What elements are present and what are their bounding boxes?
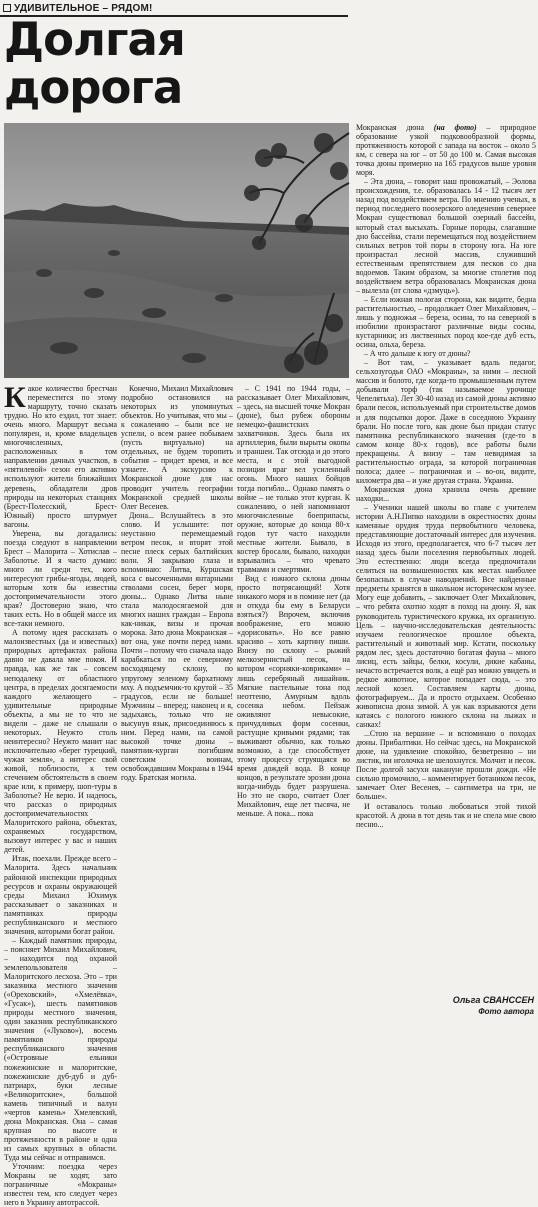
rubric-label: УДИВИТЕЛЬНОЕ – РЯДОМ! [14, 2, 153, 14]
paragraph: – Вот там, – указывает вдаль педагог, сельхозугодья ОАО «Мокраны», за ними – лесной массив и болото, где когда-то промышленным путем добывали торф (так называемое урочище Чепелятьха). Лет 30-40 назад из самой дюны активно брали песок, используемый при строительстве домов и для подсыпки дорог. Даже в соседнюю Украину брали. Но после того, как дюне был придан статус памятника республиканского значения (где-то в самом конце 80-х годов), все работы были прекращены. А внизу – там невидимая за растительностью ограда, за которой пограничная полоса; далее – пограничная и – во-он, видите, километра два – и уже другая страна. Украина. [356, 358, 536, 485]
paragraph: А потому идея рассказать о малоизвестных (да и известных) природных артефактах района давно не давала мне покоя. И правда, как же так – совсем неподалеку от областного центра, в пределах досягаемости каждого желающего – удивительные природные объекты, а мы не то что не видели – даже не слышали о некоторых. Неужто столь неинтересно? Неужто манит нас исключительно «берег турецкий, чужая земля», а интерес свой живой, поблизости, к тем стечением обстоятельств в своем крае или, к примеру, шоп-туры в Заболотье? Не верю. И надеюсь, что рассказ о природных достопримечательностях Малоритского района, объектах, охраняемых государством, вызовут интерес у вас и наших детей. [4, 628, 117, 855]
author-name: Ольга СВАНССЕН [452, 995, 534, 1005]
caption-tag: (на фото) [433, 123, 477, 132]
paragraph: – Если южная пологая сторона, как видите, бедна растительностью, – продолжает Олег Михайлович, – лишь у подножья – береза, осина, то на северной в изобилии произрастают различные виды сосны, кустарники; из лиственных пород кое-где дуб есть, осина, ольха, береза. [356, 294, 536, 350]
headline-line-1: Долгая дорога [4, 13, 185, 114]
paragraph: – Каждый памятник природы, – поясняет Михаил Михайлович, – находится под охраной землепользователя – Малоритского лесхоза. Это – три заказника местного значения («Ореховский», «Хмелёвка», «Гусак»), шесть памятников природы местного значения, один заказник республиканского значения («Луково»), восемь памятников природы республиканского значения («Островные ельники пожежинские и малоритские, пожежинские дуб-дуб и дуб-патриарх, буки лесные «Великоритские», большой камень типичный и валун «чертов камень» Хмелевский, дюна Мокранская. Она – самая крупная по высоте и протяженности в районе и одна из самых крупных в области. Туда мы сейчас и отправимся. [4, 935, 117, 1162]
paragraph [4, 381, 117, 529]
photo-caption [356, 123, 536, 177]
paragraph: – Эта дюна, – говорит наш провожатый, – Эолова происхождения, т.е. образовалась 14 - 12 тысяч лет назад под воздействием ветра. По мнению ученых, в период последнего поозерского оледенения севернее Мокран существовал большой озерный бассейн, который стал высыхать. Горные породы, слагавшие дно бассейна, стали перемещаться под воздействием сильных ветров той поры в сторону юга. На юге произрастал лесной массив, служивший естественным препятствием для песков со дна водоемов. Таким образом, за многие столетия под воздействием ветра образовалась Мокранская дюна – вылезла (от слова «дзмуць»). [356, 177, 536, 295]
paragraph: – А что дальше к югу от дюны? [364, 349, 471, 359]
paragraph: Дюна... Вслушайтесь в это слово. И услышите: пот неустанно перемещаемый ветром песок, и вторят этой песне плеск серых балтийских волн. Я закрываю глаза и вспоминаю: Литва, Куршская коса с высоченными янтарными стволами сосен, берег моря, дюны... Однако Литва ныне стала малодосягаемой для многих наших граждан – Европа как-никак, визы и прочая морока. Зато дюна Мокранская – вот она, уже почти перед нами. Почти – потому что сначала надо карабкаться по ее северному восходящему склону, по упругому зеленому бархатному мху. А подъемчик-то крутой – 35 градусов, если не больше! Мужчины – вперед; наконец и я, задыхаясь, только что не высунув язык, присоединяюсь к ним. Перед нами, на самой высокой точке дюны – памятник-курган погибшим советским воинам, освобождавшим Мокраны в 1944 году. Братская могила. [121, 510, 234, 783]
dune-photo [4, 123, 349, 378]
paragraph: И оставалось только любоваться этой тихой красотой. А дюна в тот день так и не спела мне свою песню... [356, 801, 536, 829]
paragraph: – С 1941 по 1944 годы, – рассказывает Олег Михайлович, – здесь, на высшей точке Мокран (дюне), был рубеж обороны немецко-фашистских захватчиков. Здесь была их артиллерия, были вырыты окопы и траншеи. Так отсюда и до этого места, и с этой выгодной позиции враг вел усиленный огонь. Много наших бойцов тогда погибло... Однако память о войне – не только этот курган. К сожалению, о ней напоминают многочисленные боеприпасы, оружие, которые до конца 80-х годов тут часто находили местные жители. Бывало, в костер бросали, бывало, находки взрывались – что чревато травмами и смертями. [237, 384, 350, 574]
caption-text: – природное образование узкой подковообразной формы, протяженность которой с запада на восток – около 5 км, с севера на юг – от 50 до 100 м. Самая высокая точка дюны примерно на 165 градусов выше уровня моря. [356, 123, 536, 178]
paragraph: Конечно, Михаил Михайлович подробно остановился на некоторых из упомянутых объектов. Но учитывая, что мы – к сожалению – были все не успели, о всем ранее побываем (пусть виртуально) на отдельных, не будем торопить события – придет время, и все узнаете. А экскурсию к Мокранской дюне для нас проводит учитель географии Мокранской средней школы Олег Весенев. [121, 384, 233, 511]
paragraph: Уточним: поездка через Мокраны не ходят, зато пограничные «Мокраны» известен тем, кто следует через него в Украину автотрассой. [4, 1162, 117, 1207]
paragraph: Уверена, вы догадались: поезда следуют в направлении Брест – Малорита – Хотислав – Заболотье. И я часто думаю: много ли среди тех, кого интересуют грибы-ягоды, людей, которым хотя бы известны достопримечательности этого края? Достоверно знаю, что таких есть. Но в общей массе их все-таки немного. [4, 528, 117, 629]
article-column-2 [121, 384, 233, 1024]
caption-prefix: Мокранская дюна [356, 123, 425, 132]
checkbox-square-icon [3, 4, 11, 12]
photo-credit: Фото автора [478, 1007, 534, 1016]
byline [356, 995, 534, 1017]
drop-cap: К [4, 381, 26, 414]
article-column-3 [237, 384, 350, 1024]
article-column-1 [4, 381, 117, 1207]
paragraph-text: акое количество брестчан переместится по этому маршруту, точно сказать трудно. Но кто ездил, тот знает: очень много. Маршрут весьма популярен, и, кроме владельцев многочисленных, расположенных в том направлении дачных участков, в «пятилевой» сезон его активно используют жители ближайших деревень, обладатели дров природы на некоторых станциях (Брест-Полесский, Брест-Южный) просто штурмует вагоны. [4, 384, 117, 529]
paragraph: ...Стою на вершине – и вспоминаю о походах дюны. Прибалтики. Но сейчас здесь, на Мокранской дюне, на удивление спокойно, безветренно – ни листик, ни иголочка не шелохнутся. Молчит и песок. После долгой засухи накануне прошли дожди. «Не сильно промочило, – комментирует ботаником песок, замечает Олег Весенев, – сантиметра на три, не больше». [356, 729, 536, 802]
paragraph: Мокранская дюна хранила очень древние находки... [356, 484, 536, 503]
paragraph: – Ученики нашей школы во главе с учителем истории А.Н.Пипко находили в окрестностях дюны каменные орудия труда первобытного человека, представляющие достаточный интерес для изучения. Исходя из этого, предполагается, что 6-7 тысяч лет назад здесь были поселения первобытных людей. Это естественно: люди всегда предпочитали селиться на возвышенностях как местах наиболее безопасных в случае наводнений. Все найденные предметы хранятся в школьном историческом музее. Могу еще добавить, – заключает Олег Михайлович, – что ребята охотно ходят в поход на дюну. Я, как руководитель туристического кружка, их организую. Цель – научно-исследовательская деятельность: изучаем геологическое прошлое объекта, растительный и животный мир. Кстати, поскольку рядом лес, здесь достаточно богатая фауна – много лисиц, есть зайцы, белки, косули, дикие кабаны, нечасто встречается волк, а ещё раз можно увидеть и редкое животное, которое попадает сюда, – это лесной козел. Составляем карты дюны, фотографируем... Да и просто отдыхаем. Особенно живописна дюна зимой. А уж как взрываются дети катаясь с пологого южного склона на лыжах и санках! [356, 502, 536, 730]
article-column-4 [356, 123, 536, 1008]
paragraph: Вид с южного склона дюны просто потрясающий! Хотя никакого моря и в помине нет (да и откуда бы ему в Беларуси взяться?) Впрочем, включив воображение, его можно «дорисовать». Но все равно красиво – хоть картину пиши. Внизу по склону – рыжий мелкозернистый песок, на котором «сорняки-ковриками» – лишь серебряный лишайник. Мягкие пастельные тона под неоттеню, Амурным вдоль сосенка небом. Пейзаж оживляют невысокие, причудливых форм сосенки, растущие кривыми рядами; так выживают обычно, как только возможно, а где способствует этому процессу струящаяся во время дождей вода. В конце концов, в результате эрозии дюна когда-нибудь будет разрушена. Но это не скоро, считает Олег Михайлович, еще лет тысяча, не меньше. А пока... пока [237, 573, 350, 819]
paragraph: Итак, поехали. Прежде всего – Малорита. Здесь начальник районной инспекции природных ресурсов и охраны окружающей среды Михаил Юхимук рассказывает о заказниках и памятниках природы республиканского и местного значения, которыми богат район. [4, 854, 117, 936]
